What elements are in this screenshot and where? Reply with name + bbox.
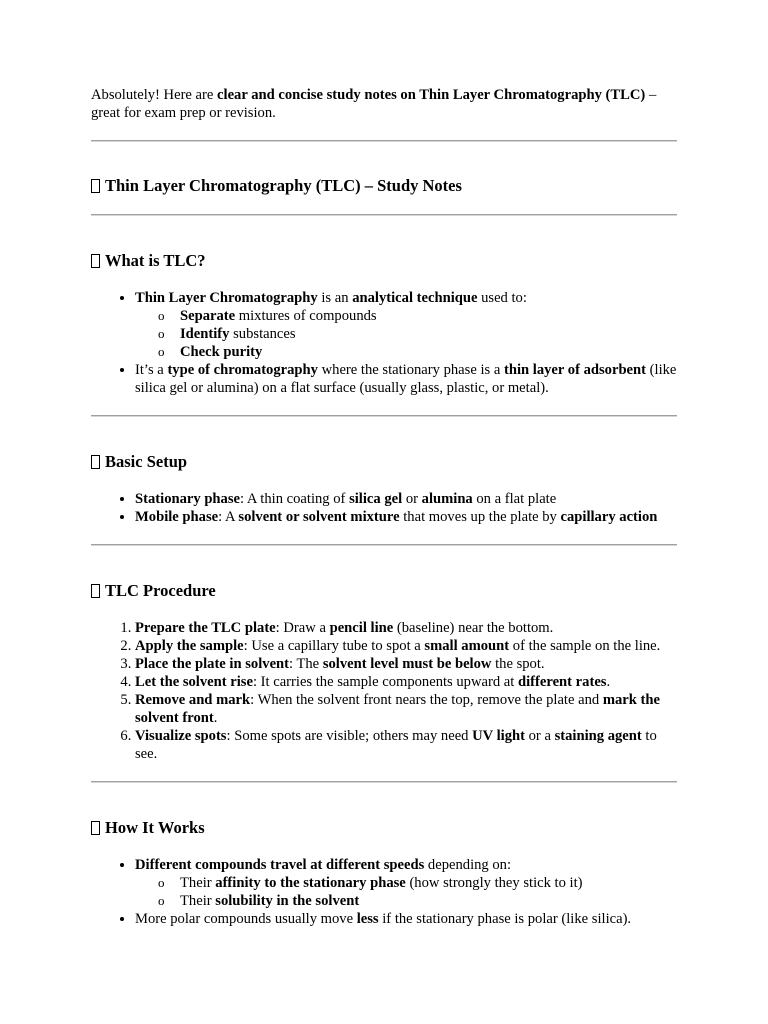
- section-heading-text: Basic Setup: [105, 452, 188, 471]
- section-heading-text: What is TLC?: [105, 251, 206, 270]
- sub-list: [135, 307, 677, 361]
- divider: [91, 781, 677, 783]
- list-item: [135, 856, 677, 910]
- bold-text: Visualize spots: [135, 728, 227, 744]
- bold-text: less: [356, 911, 379, 927]
- list-item: [135, 910, 677, 928]
- list-item: [135, 619, 677, 637]
- missing-glyph-icon: [91, 584, 100, 598]
- setup-list: [91, 490, 677, 526]
- text: : Some spots are visible; others may need: [226, 728, 473, 744]
- text: or a: [524, 728, 555, 744]
- bold-text: Place the plate in solvent: [135, 656, 290, 672]
- text: that moves up the plate by: [399, 509, 561, 525]
- text: depending on:: [424, 857, 512, 873]
- bold-text: solvent level must be below: [322, 656, 492, 672]
- intro-bold: clear and concise study notes on Thin Layer Chromatography (TLC): [217, 87, 646, 103]
- bold-text: analytical technique: [352, 290, 478, 306]
- bold-text: Thin Layer Chromatography: [135, 290, 318, 306]
- text: substances: [229, 326, 296, 342]
- text: of the sample on the line.: [509, 638, 661, 654]
- bold-text: Stationary phase: [135, 491, 241, 507]
- text: : Use a capillary tube to spot a: [243, 638, 425, 654]
- section-heading-procedure: [91, 581, 677, 601]
- list-item: [135, 361, 677, 397]
- bold-text: alumina: [421, 491, 473, 507]
- text: : Draw a: [275, 620, 330, 636]
- missing-glyph-icon: [91, 254, 100, 268]
- text: : When the solvent front nears the top, remove the plate and: [250, 692, 603, 708]
- section-heading-works: [91, 818, 677, 838]
- bold-text: Different compounds travel at different speeds: [135, 857, 425, 873]
- divider: [91, 544, 677, 546]
- bold-text: silica gel: [349, 491, 403, 507]
- bold-text: Let the solvent rise: [135, 674, 253, 690]
- text: (baseline) near the bottom.: [393, 620, 554, 636]
- list-item: [135, 691, 677, 727]
- bold-text: solubility in the solvent: [215, 893, 360, 909]
- page-title: [91, 176, 677, 196]
- text: Their: [180, 893, 216, 909]
- text: the spot.: [491, 656, 545, 672]
- intro-text: Absolutely! Here are: [91, 87, 218, 103]
- bold-text: affinity to the stationary phase: [215, 875, 406, 891]
- bold-text: Apply the sample: [135, 638, 244, 654]
- text: : The: [289, 656, 323, 672]
- text: on a flat plate: [472, 491, 557, 507]
- sub-list-item: [180, 343, 677, 361]
- bold-text: UV light: [472, 728, 525, 744]
- bold-text: small amount: [424, 638, 510, 654]
- list-item: [135, 727, 677, 763]
- bold-text: Separate: [180, 308, 236, 324]
- bold-text: different rates: [518, 674, 607, 690]
- text: or: [402, 491, 422, 507]
- sub-list-item: [180, 307, 677, 325]
- text: mixtures of compounds: [235, 308, 377, 324]
- bold-text: Check purity: [180, 344, 263, 360]
- text: .: [606, 674, 611, 690]
- list-item: [135, 637, 677, 655]
- text: .: [213, 710, 218, 726]
- text: is an: [317, 290, 353, 306]
- text: Their: [180, 875, 216, 891]
- missing-glyph-icon: [91, 179, 100, 193]
- text: to see.: [135, 728, 657, 762]
- intro-text-end: – great for exam prep or revision.: [91, 87, 657, 121]
- divider: [91, 140, 677, 142]
- text: (how strongly they stick to it): [405, 875, 583, 891]
- sub-list-item: [180, 325, 677, 343]
- section-heading-what: [91, 251, 677, 271]
- procedure-list: [91, 619, 677, 763]
- bold-text: staining agent: [554, 728, 642, 744]
- section-heading-setup: [91, 452, 677, 472]
- bold-text: thin layer of adsorbent: [503, 362, 647, 378]
- divider: [91, 415, 677, 417]
- sub-list-item: [180, 874, 677, 892]
- bold-text: solvent or solvent mixture: [238, 509, 400, 525]
- bold-text: pencil line: [329, 620, 394, 636]
- list-item: [135, 289, 677, 361]
- intro-paragraph: [91, 86, 677, 122]
- list-item: [135, 673, 677, 691]
- text: (like silica gel or alumina) on a flat surface (usually glass, plastic, or metal).: [135, 362, 677, 396]
- what-list: [91, 289, 677, 397]
- text: where the stationary phase is a: [317, 362, 504, 378]
- text: More polar compounds usually move: [135, 911, 357, 927]
- text: It’s a: [135, 362, 168, 378]
- divider: [91, 214, 677, 216]
- section-heading-text: How It Works: [105, 818, 205, 837]
- missing-glyph-icon: [91, 821, 100, 835]
- works-list: [91, 856, 677, 928]
- section-heading-text: TLC Procedure: [105, 581, 216, 600]
- bold-text: Prepare the TLC plate: [135, 620, 276, 636]
- bold-text: Remove and mark: [135, 692, 251, 708]
- bold-text: Mobile phase: [135, 509, 219, 525]
- text: : A: [218, 509, 239, 525]
- bold-text: type of chromatography: [167, 362, 318, 378]
- text: if the stationary phase is polar (like silica).: [378, 911, 632, 927]
- text: : A thin coating of: [240, 491, 350, 507]
- list-item: [135, 508, 677, 526]
- text: used to:: [477, 290, 527, 306]
- bold-text: Identify: [180, 326, 230, 342]
- bold-text: mark the solvent front: [135, 692, 660, 726]
- missing-glyph-icon: [91, 455, 100, 469]
- list-item: [135, 490, 677, 508]
- bold-text: capillary action: [560, 509, 658, 525]
- list-item: [135, 655, 677, 673]
- sub-list: [135, 874, 677, 910]
- page-title-text: Thin Layer Chromatography (TLC) – Study Notes: [105, 176, 462, 195]
- text: : It carries the sample components upward at: [252, 674, 518, 690]
- sub-list-item: [180, 892, 677, 910]
